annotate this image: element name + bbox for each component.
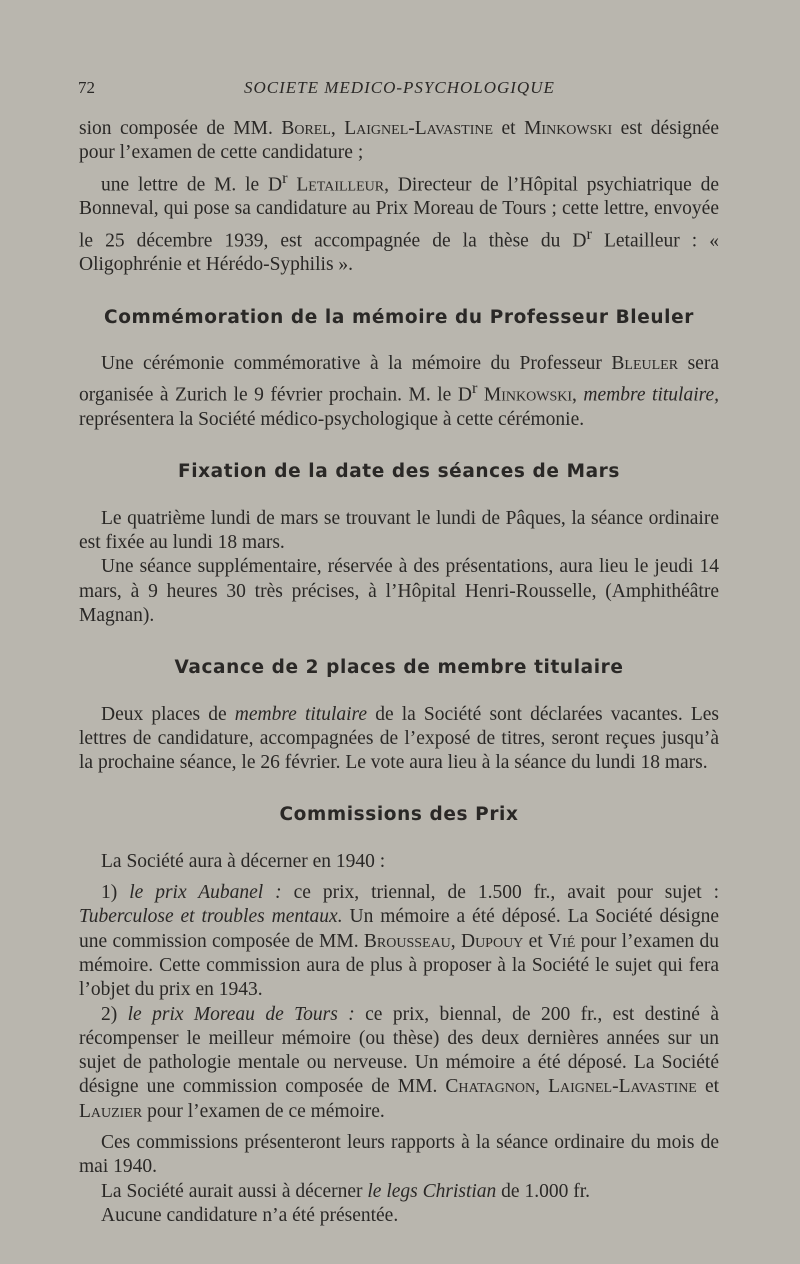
prix-paragraph-1: La Société aura à décerner en 1940 : (101, 850, 386, 872)
section-heading-vacance: Vacance de 2 places de membre titulaire (174, 657, 624, 679)
prix-paragraph-rapports: Ces commissions présenteront leurs rapports à la séance ordinaire du mois de mai 1940. (79, 1132, 719, 1178)
vacance-paragraph: Deux places de membre titulaire de la Société sont déclarées vacantes. Les lettres de candidature, accompagnées de l’exposé de titres, seront reçues jusqu’à la prochaine séance, le 26 février. Le vote aura lieu à la séance du lundi 18 mars. (79, 703, 720, 774)
section-heading-bleuler: Commémoration de la mémoire du Professeur Bleuler (104, 306, 694, 328)
running-title: SOCIETE MEDICO-PSYCHOLOGIQUE (244, 78, 555, 97)
intro-paragraph-1: sion composée de MM. Borel, Laignel-Lavastine et Minkowski est désignée pour l’examen de cette candidature ; (79, 118, 720, 164)
section-heading-mars: Fixation de la date des séances de Mars (177, 461, 621, 483)
running-head (78, 78, 728, 102)
page-number: 72 (78, 78, 95, 97)
section-heading-prix: Commissions des Prix (279, 804, 519, 826)
prix-paragraph-christian: La Société aurait aussi à décerner le legs Christian de 1.000 fr. (101, 1180, 590, 1202)
prix-paragraph-aubanel: 1) le prix Aubanel : ce prix, triennal, de 1.500 fr., avait pour sujet : Tuberculose et troubles mentaux. Un mémoire a été déposé. La Société désigne une commission composée de MM. Brousseau, Dupouy et Vié pour l’examen du mémoire. Cette commission aura de plus à proposer à la Société le sujet qui fera l’objet du prix en 1943. (79, 882, 720, 1001)
prix-paragraph-candidature: Aucune candidature n’a été présentée. (101, 1204, 399, 1226)
mars-paragraph-2: Une séance supplémentaire, réservée à des présentations, aura lieu le jeudi 14 mars, à 9 heures 30 très précises, à l’Hôpital Henri-Rousselle, (Amphithéâtre Magnan). (79, 556, 719, 626)
prix-paragraph-moreau: 2) le prix Moreau de Tours : ce prix, biennal, de 200 fr., est destiné à récompenser le meilleur mémoire (ou thèse) des deux dernières années sur un sujet de pathologie mentale ou nerveuse. Un mémoire a été déposé. La Société désigne une commission composée de MM. Chatagnon, Laignel-Lavastine et Lauzier pour l’examen de ce mémoire. (79, 1003, 720, 1122)
page-body (79, 117, 719, 1228)
bleuler-paragraph: Une cérémonie commémorative à la mémoire du Professeur Bleuler sera organisée à Zurich le 9 février prochain. M. le $D^r$ Minkowski, membre titulaire, représentera la Société médico-psychologique à cette cérémonie. (79, 353, 720, 431)
mars-paragraph-1: Le quatrième lundi de mars se trouvant le lundi de Pâques, la séance ordinaire est fixée au lundi 18 mars. (79, 507, 719, 554)
intro-paragraph-2: une lettre de M. le $D^r$ Letailleur, Directeur de l’Hôpital psychiatrique de Bonneval, qui pose sa candidature au Prix Moreau de Tours ; cette lettre, envoyée le 25 décembre 1939, est accompagnée de la thèse du $D^r$ Letailleur : « Oligophrénie et Hérédo-Syphilis ». (79, 168, 719, 276)
